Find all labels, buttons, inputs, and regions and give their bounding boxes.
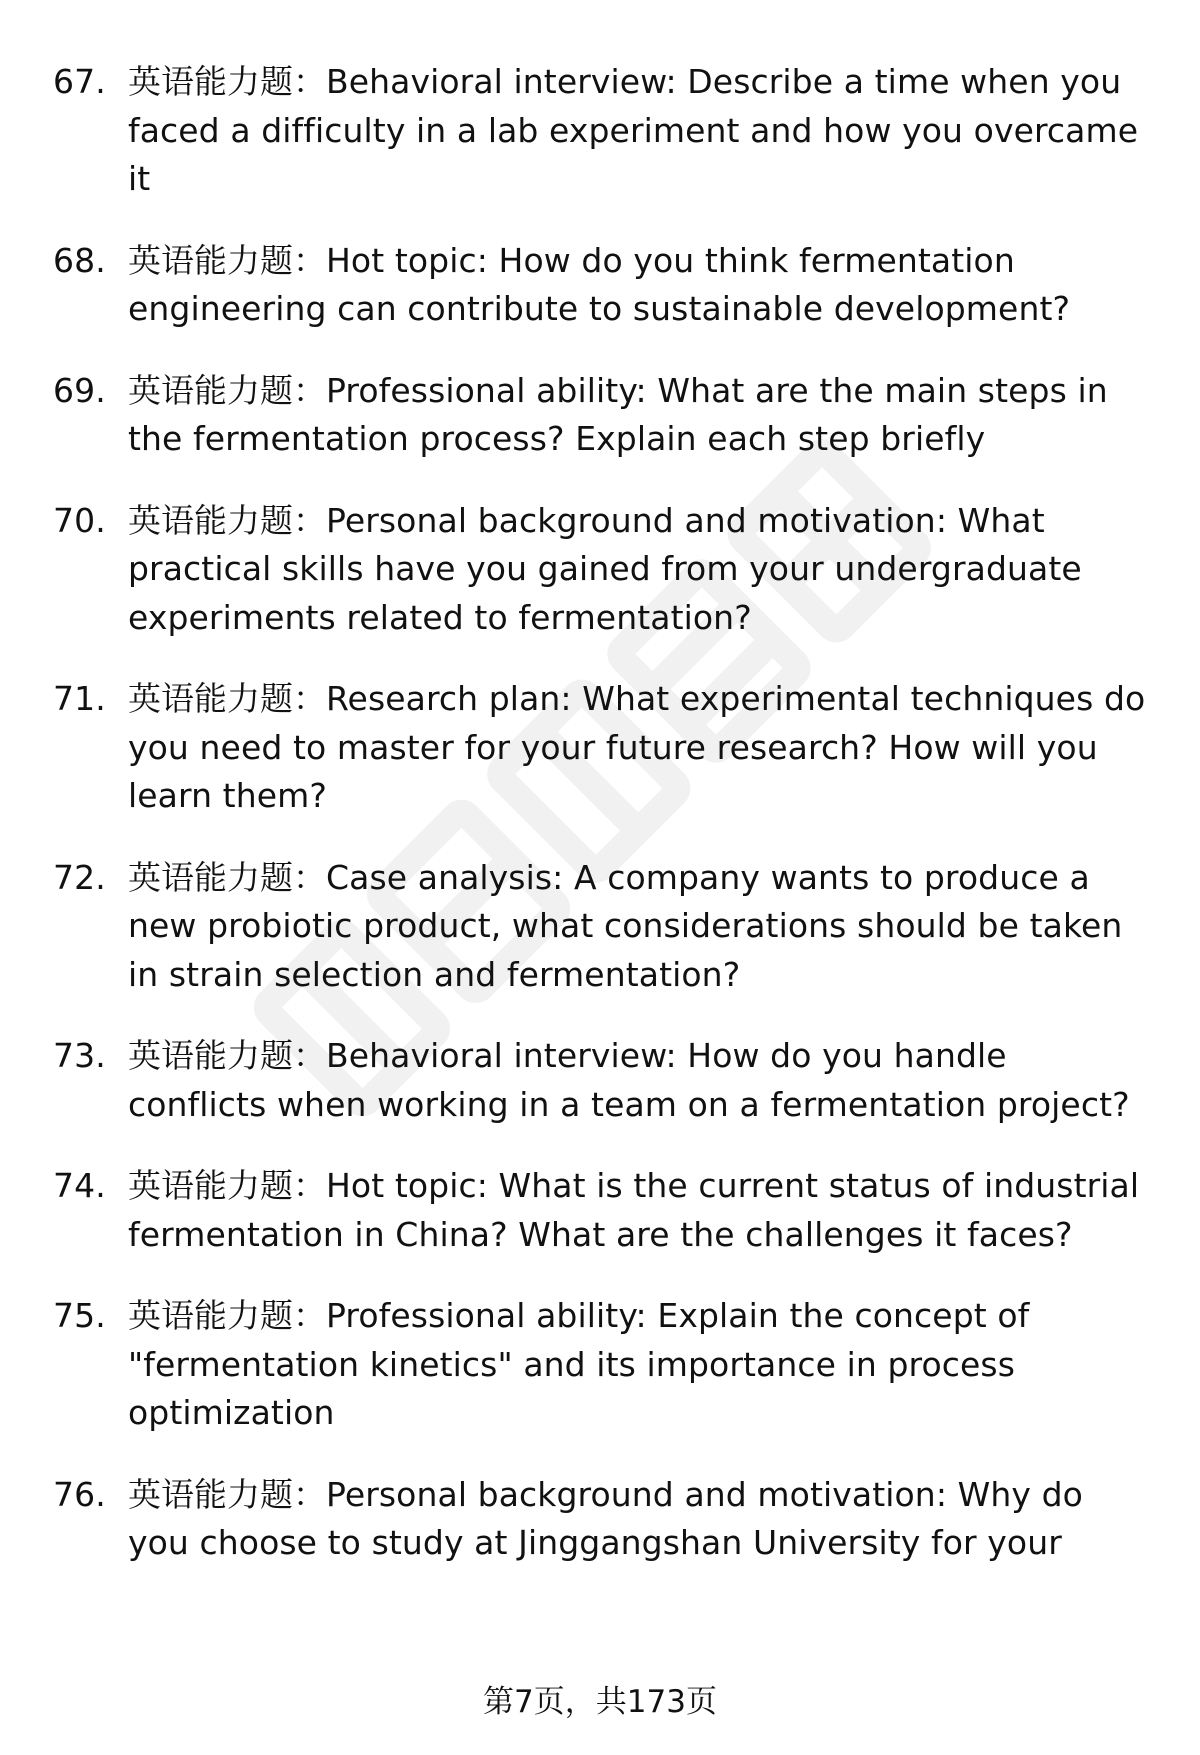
question-item [0, 237, 1200, 334]
question-item [0, 367, 1200, 464]
question-category: 英语能力题： [128, 1036, 326, 1075]
question-number: 71. [53, 679, 106, 718]
question-text: Case analysis: A company wants to produce a new probiotic product, what considerations should be taken in strain selection and fermentation? [128, 857, 1123, 994]
question-category: 英语能力题： [128, 500, 326, 540]
question-number: 67. [53, 62, 106, 101]
question-list [0, 58, 1200, 1601]
question-text: Behavioral interview: How do you handle conflicts when working in a team on a fermentation project? [128, 1036, 1130, 1124]
question-item [0, 497, 1200, 643]
question-item [0, 1032, 1200, 1129]
question-category: 英语能力题： [128, 1166, 326, 1205]
question-number: 68. [53, 240, 106, 280]
question-category: 英语能力题： [128, 1296, 326, 1335]
question-text: Personal background and motivation: What practical skills have you gained from your undergraduate experiments related to fermentation? [128, 500, 1082, 637]
question-text: Hot topic: How do you think fermentation engineering can contribute to sustainable development? [128, 240, 1071, 328]
question-number: 69. [53, 370, 106, 410]
page-footer [0, 1682, 1200, 1722]
question-number: 75. [53, 1296, 106, 1335]
question-category: 英语能力题： [128, 62, 326, 101]
question-number: 72. [53, 857, 106, 897]
question-item [0, 1292, 1200, 1438]
question-text: Professional ability: Explain the concept of "fermentation kinetics" and its importance in process optimization [128, 1296, 1030, 1432]
question-text: Research plan: What experimental techniques do you need to master for your future research? How will you learn them? [128, 679, 1146, 815]
question-number: 70. [53, 500, 106, 540]
page-number-label: 第7页，共173页 [483, 1684, 717, 1720]
question-category: 英语能力题： [128, 1474, 326, 1514]
question-category: 英语能力题： [128, 857, 326, 897]
question-item [0, 675, 1200, 821]
question-item [0, 1162, 1200, 1259]
question-category: 英语能力题： [128, 679, 326, 718]
question-number: 74. [53, 1166, 106, 1205]
question-item [0, 854, 1200, 1000]
question-item [0, 58, 1200, 204]
question-item [0, 1471, 1200, 1568]
question-category: 英语能力题： [128, 240, 326, 280]
question-text: Behavioral interview: Describe a time when you faced a difficulty in a lab experiment and how you overcame it [128, 62, 1139, 198]
question-category: 英语能力题： [128, 370, 326, 410]
question-number: 76. [53, 1474, 106, 1514]
question-text: Hot topic: What is the current status of industrial fermentation in China? What are the challenges it faces? [128, 1166, 1140, 1254]
question-text: Personal background and motivation: Why do you choose to study at Jinggangshan University for your [128, 1474, 1083, 1562]
question-text: Professional ability: What are the main steps in the fermentation process? Explain each step briefly [128, 370, 1108, 458]
question-number: 73. [53, 1036, 106, 1075]
